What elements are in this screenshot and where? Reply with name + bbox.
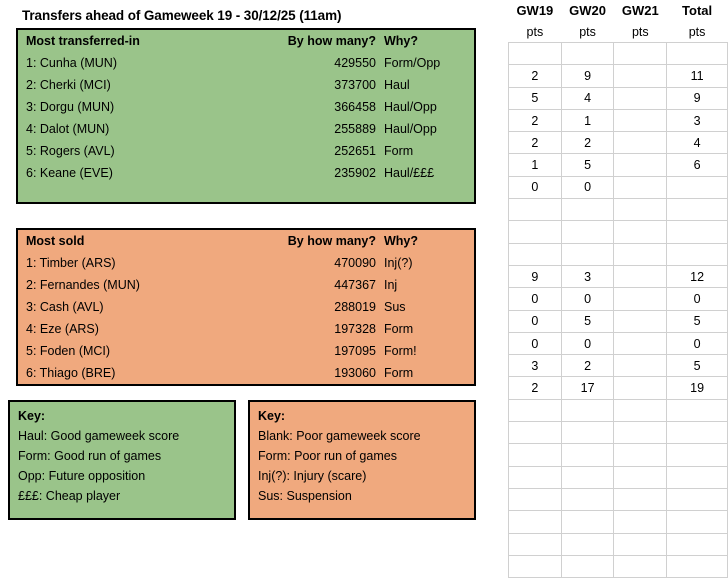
table-cell[interactable]: 5	[667, 310, 728, 332]
column-subheader-pts: pts	[526, 24, 544, 39]
reason: Haul/£££	[384, 166, 435, 180]
table-row	[18, 162, 474, 184]
table-row	[509, 265, 728, 287]
table-cell[interactable]	[614, 288, 667, 310]
table-cell[interactable]	[561, 533, 614, 555]
table-cell[interactable]: 11	[667, 65, 728, 87]
table-cell[interactable]: 12	[667, 265, 728, 287]
table-cell[interactable]: 1	[509, 154, 562, 176]
table-cell[interactable]: 9	[667, 87, 728, 109]
table-cell[interactable]	[561, 43, 614, 65]
player-name: 4: Dalot (MUN)	[26, 122, 110, 136]
column-header-why: Why?	[384, 34, 419, 48]
table-row	[509, 43, 728, 65]
table-row	[509, 422, 728, 444]
table-cell[interactable]	[509, 466, 562, 488]
key-line: £££: Cheap player	[18, 489, 121, 503]
table-cell[interactable]	[561, 444, 614, 466]
table-cell[interactable]	[614, 533, 667, 555]
table-cell[interactable]: 0	[509, 332, 562, 354]
reason: Sus	[384, 300, 406, 314]
reason: Haul/Opp	[384, 100, 437, 114]
reason: Form!	[384, 344, 417, 358]
transfer-count: 429550	[334, 56, 376, 70]
table-row	[509, 533, 728, 555]
table-cell[interactable]	[614, 176, 667, 198]
reason: Haul	[384, 78, 410, 92]
table-cell[interactable]: 0	[509, 310, 562, 332]
table-cell[interactable]	[667, 511, 728, 533]
table-cell[interactable]	[614, 310, 667, 332]
table-cell[interactable]	[614, 65, 667, 87]
player-name: 1: Cunha (MUN)	[26, 56, 117, 70]
key-orange-panel	[248, 400, 476, 520]
reason: Form/Opp	[384, 56, 441, 70]
table-cell[interactable]	[667, 199, 728, 221]
table-cell[interactable]	[561, 488, 614, 510]
reason: Form	[384, 322, 414, 336]
table-cell[interactable]: 0	[667, 288, 728, 310]
transfer-count: 470090	[334, 256, 376, 270]
table-cell[interactable]	[509, 199, 562, 221]
table-cell[interactable]	[614, 243, 667, 265]
table-cell[interactable]	[667, 444, 728, 466]
table-row	[509, 132, 728, 154]
reason: Haul/Opp	[384, 122, 437, 136]
player-name: 3: Cash (AVL)	[26, 300, 104, 314]
transfer-count: 366458	[334, 100, 376, 114]
player-name: 3: Dorgu (MUN)	[26, 100, 115, 114]
player-name: 6: Thiago (BRE)	[26, 366, 116, 380]
table-cell[interactable]	[509, 488, 562, 510]
table-cell[interactable]	[667, 176, 728, 198]
table-row	[509, 221, 728, 243]
points-table	[508, 0, 728, 578]
column-header-name: Most transferred-in	[26, 34, 140, 48]
table-cell[interactable]: 2	[561, 132, 614, 154]
table-row	[18, 118, 474, 140]
table-row	[509, 176, 728, 198]
table-row	[18, 74, 474, 96]
table-cell[interactable]	[667, 221, 728, 243]
table-header-row	[18, 230, 474, 252]
key-title: Key:	[18, 409, 46, 423]
table-header-row	[18, 30, 474, 52]
player-name: 5: Foden (MCI)	[26, 344, 111, 358]
table-cell[interactable]	[667, 43, 728, 65]
table-row	[18, 252, 474, 274]
column-subheader-pts: pts	[688, 24, 706, 39]
table-cell[interactable]: 6	[667, 154, 728, 176]
player-name: 4: Eze (ARS)	[26, 322, 99, 336]
table-cell[interactable]: 5	[561, 154, 614, 176]
table-row	[509, 399, 728, 421]
table-cell[interactable]	[614, 154, 667, 176]
table-cell[interactable]	[667, 399, 728, 421]
column-header-count: By how many?	[287, 234, 376, 248]
transfer-count: 235902	[334, 166, 376, 180]
table-cell[interactable]	[561, 243, 614, 265]
column-header-gw19: GW19	[516, 3, 554, 18]
column-header-total: Total	[682, 3, 713, 18]
table-row	[509, 488, 728, 510]
table-cell[interactable]	[561, 511, 614, 533]
most-sold-panel	[16, 228, 476, 386]
table-row	[509, 355, 728, 377]
table-cell[interactable]: 0	[509, 288, 562, 310]
table-cell[interactable]	[561, 221, 614, 243]
key-line: Opp: Future opposition	[18, 469, 146, 483]
table-cell[interactable]	[561, 422, 614, 444]
table-cell[interactable]	[614, 132, 667, 154]
table-cell[interactable]	[614, 355, 667, 377]
table-cell[interactable]	[614, 444, 667, 466]
table-cell[interactable]	[509, 221, 562, 243]
table-header-row-2	[509, 21, 728, 43]
table-cell[interactable]: 1	[561, 109, 614, 131]
table-cell[interactable]: 4	[667, 132, 728, 154]
transfer-count: 447367	[334, 278, 376, 292]
column-header-why: Why?	[384, 234, 419, 248]
reason: Inj(?)	[384, 256, 413, 270]
transfer-count: 193060	[334, 366, 376, 380]
page-title: Transfers ahead of Gameweek 19 - 30/12/25 (11am)	[22, 8, 342, 23]
table-cell[interactable]: 3	[509, 355, 562, 377]
player-name: 5: Rogers (AVL)	[26, 144, 115, 158]
table-cell[interactable]	[614, 466, 667, 488]
key-line: Sus: Suspension	[258, 489, 352, 503]
reason: Form	[384, 366, 414, 380]
reason: Inj	[384, 278, 398, 292]
reason: Form	[384, 144, 414, 158]
table-cell[interactable]	[561, 399, 614, 421]
table-row	[18, 96, 474, 118]
table-cell[interactable]	[614, 265, 667, 287]
table-row	[509, 199, 728, 221]
player-name: 6: Keane (EVE)	[26, 166, 113, 180]
key-line: Haul: Good gameweek score	[18, 429, 180, 443]
table-row	[509, 243, 728, 265]
key-line: Blank: Poor gameweek score	[258, 429, 421, 443]
points-spreadsheet	[508, 0, 728, 532]
table-cell[interactable]	[509, 243, 562, 265]
table-cell[interactable]: 0	[667, 332, 728, 354]
table-cell[interactable]	[614, 109, 667, 131]
table-row	[509, 466, 728, 488]
table-cell[interactable]: 2	[509, 109, 562, 131]
table-row	[18, 340, 474, 362]
table-cell[interactable]	[667, 422, 728, 444]
table-header-row-1	[509, 0, 728, 21]
table-cell[interactable]	[509, 444, 562, 466]
table-cell[interactable]	[667, 466, 728, 488]
table-cell[interactable]	[614, 399, 667, 421]
key-line: Form: Poor run of games	[258, 449, 397, 463]
table-row	[509, 310, 728, 332]
table-cell[interactable]: 3	[667, 109, 728, 131]
table-cell[interactable]	[614, 488, 667, 510]
key-title: Key:	[258, 409, 286, 423]
table-cell[interactable]: 3	[561, 265, 614, 287]
player-name: 2: Cherki (MCI)	[26, 78, 111, 92]
table-row	[509, 109, 728, 131]
table-row	[18, 52, 474, 74]
player-name: 1: Timber (ARS)	[26, 256, 116, 270]
table-row	[509, 377, 728, 399]
table-cell[interactable]: 17	[561, 377, 614, 399]
table-cell[interactable]	[614, 511, 667, 533]
table-cell[interactable]	[667, 555, 728, 577]
table-row	[18, 296, 474, 318]
most-transferred-in-panel	[16, 28, 476, 204]
key-green-panel	[8, 400, 236, 520]
column-header-gw20: GW20	[569, 3, 606, 18]
table-cell[interactable]	[667, 533, 728, 555]
table-cell[interactable]: 5	[667, 355, 728, 377]
column-header-name: Most sold	[26, 234, 85, 248]
key-line: Form: Good run of games	[18, 449, 162, 463]
table-cell[interactable]: 5	[509, 87, 562, 109]
column-subheader-pts: pts	[579, 24, 596, 39]
table-row	[18, 274, 474, 296]
table-cell[interactable]	[614, 377, 667, 399]
transfer-count: 197095	[334, 344, 376, 358]
table-cell[interactable]	[614, 199, 667, 221]
transfer-count: 255889	[334, 122, 376, 136]
table-row	[18, 140, 474, 162]
table-cell[interactable]	[509, 399, 562, 421]
table-cell[interactable]: 9	[509, 265, 562, 287]
table-cell[interactable]	[614, 87, 667, 109]
table-row	[509, 288, 728, 310]
table-cell[interactable]	[614, 221, 667, 243]
table-row	[18, 362, 474, 384]
transfer-count: 373700	[334, 78, 376, 92]
column-subheader-pts: pts	[631, 24, 649, 39]
table-row	[18, 318, 474, 340]
table-cell[interactable]: 5	[561, 310, 614, 332]
table-row	[509, 511, 728, 533]
table-row	[509, 332, 728, 354]
table-cell[interactable]	[561, 555, 614, 577]
table-body	[509, 43, 728, 578]
table-cell[interactable]	[509, 422, 562, 444]
table-cell[interactable]: 9	[561, 65, 614, 87]
table-cell[interactable]	[667, 488, 728, 510]
table-cell[interactable]: 19	[667, 377, 728, 399]
table-cell[interactable]: 0	[509, 176, 562, 198]
table-cell[interactable]: 0	[561, 176, 614, 198]
table-cell[interactable]: 2	[561, 355, 614, 377]
key-line: Inj(?): Injury (scare)	[258, 469, 367, 483]
table-cell[interactable]	[667, 243, 728, 265]
table-cell[interactable]: 2	[509, 132, 562, 154]
table-cell[interactable]	[614, 332, 667, 354]
table-row	[509, 87, 728, 109]
table-cell[interactable]	[509, 533, 562, 555]
table-cell[interactable]: 4	[561, 87, 614, 109]
column-header-gw21: GW21	[621, 3, 659, 18]
table-cell[interactable]: 2	[509, 377, 562, 399]
table-row	[509, 555, 728, 577]
table-row	[509, 154, 728, 176]
table-cell[interactable]	[614, 422, 667, 444]
table-row	[509, 444, 728, 466]
table-cell[interactable]	[614, 555, 667, 577]
table-cell[interactable]: 0	[561, 288, 614, 310]
table-cell[interactable]: 0	[561, 332, 614, 354]
table-cell[interactable]	[509, 555, 562, 577]
table-cell[interactable]	[509, 43, 562, 65]
table-cell[interactable]: 2	[509, 65, 562, 87]
table-cell[interactable]	[509, 511, 562, 533]
transfer-count: 288019	[334, 300, 376, 314]
player-name: 2: Fernandes (MUN)	[26, 278, 140, 292]
table-row	[509, 65, 728, 87]
transfer-count: 252651	[334, 144, 376, 158]
table-cell[interactable]	[614, 43, 667, 65]
column-header-count: By how many?	[287, 34, 376, 48]
table-cell[interactable]	[561, 466, 614, 488]
transfer-count: 197328	[334, 322, 376, 336]
table-cell[interactable]	[561, 199, 614, 221]
